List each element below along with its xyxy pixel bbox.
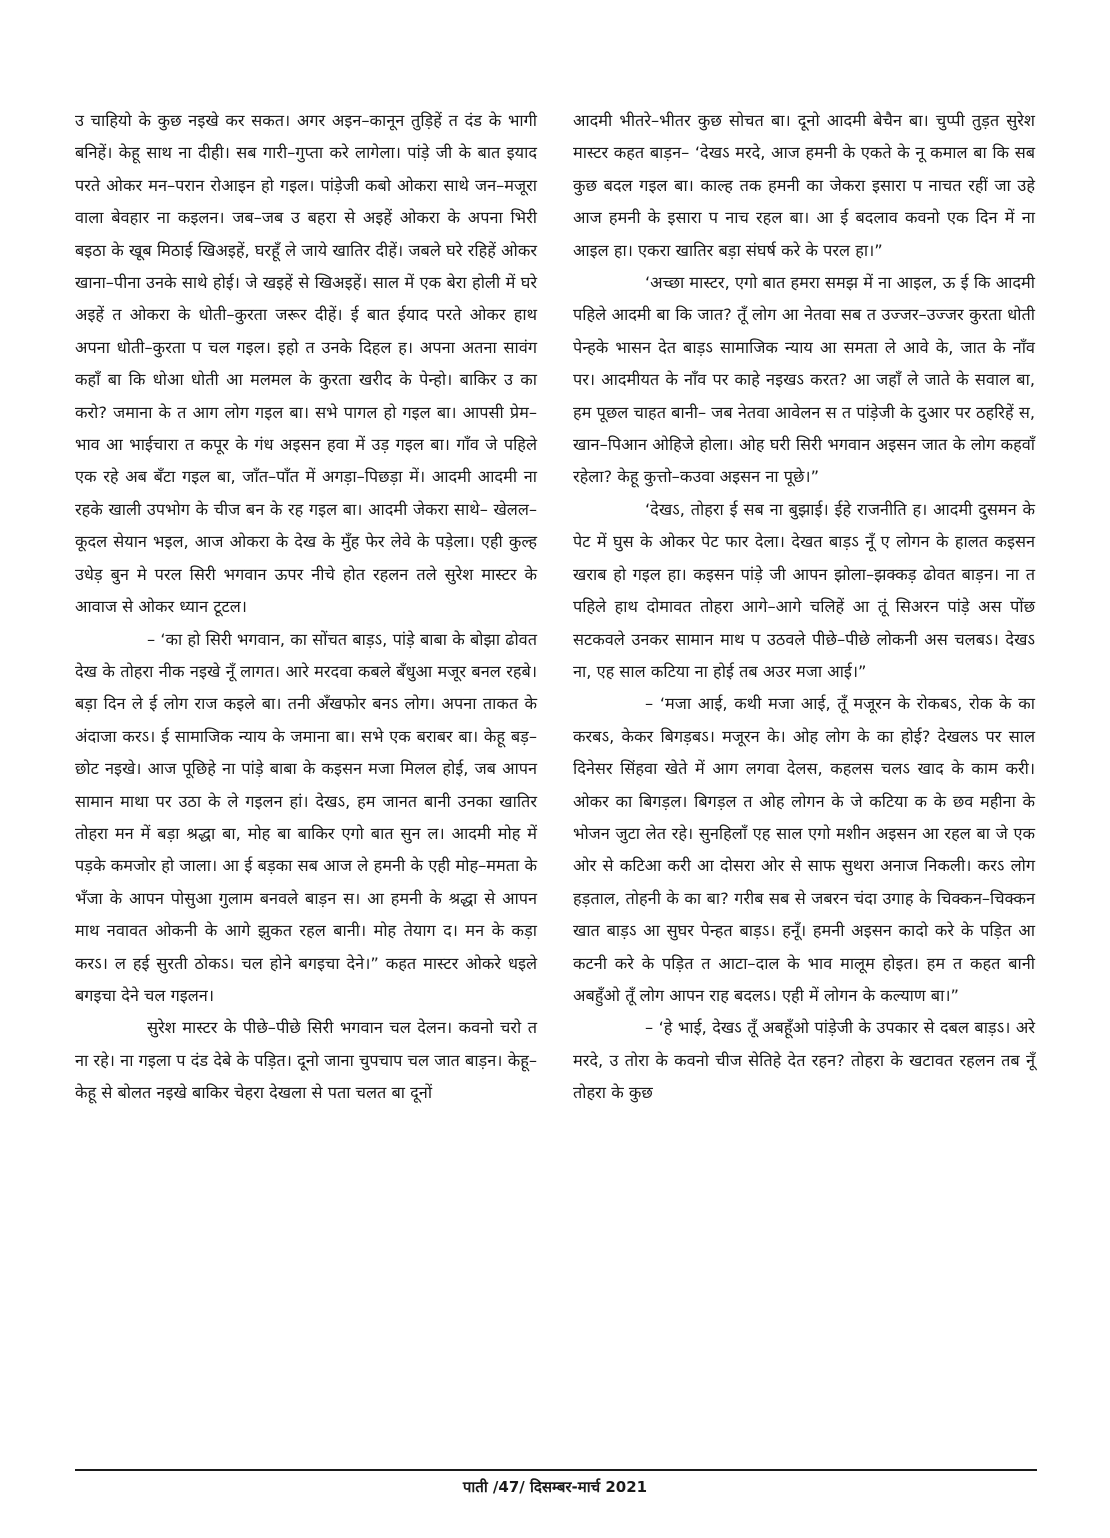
left-column (75, 105, 537, 1110)
footer-rule (75, 1469, 1037, 1471)
right-paragraph-1: आदमी भीतरे–भीतर कुछ सोचत बा। दूनो आदमी बेचैन बा। चुप्पी तुड़त सुरेश मास्टर कहत बाड़न– ‘देखऽ मरदे, आज हमनी के एकते के नू कमाल बा कि सब कुछ बदल गइल बा। काल्ह तक हमनी का जेकरा इसारा प नाचत रहीं जा उहे आज हमनी के इसारा प नाच रहल बा। आ ई बदलाव कवनो एक दिन में ना आइल हा। एकरा खातिर बड़ा संघर्ष करे के परल हा।” (573, 111, 1035, 260)
right-paragraph-3: ‘देखऽ, तोहरा ई सब ना बुझाई। ईहे राजनीति ह। आदमी दुसमन के पेट में घुस के ओकर पेट फार देला। देखत बाड़ऽ नूँ ए लोगन के हालत कइसन खराब हो गइल हा। कइसन पांड़े जी आपन झोला–झक्कड़ ढोवत बाड़न। ना त पहिले हाथ दोमावत तोहरा आगे–आगे चलिहें आ तूं सिअरन पांड़े अस पोंछ सटकवले उनकर सामान माथ प उठवले पीछे–पीछे लोकनी अस चलबऽ। देखऽ ना, एह साल कटिया ना होई तब अउर मजा आई।” (573, 499, 1035, 681)
left-paragraph-3: सुरेश मास्टर के पीछे–पीछे सिरी भगवान चल देलन। कवनो चरो त ना रहे। ना गइला प दंड देबे के पड़ित। दूनो जाना चुपचाप चल जात बाड़न। केहू–केहू से बोलत नइखे बाकिर चेहरा देखला से पता चलत बा दूनों (75, 1018, 537, 1103)
right-column (573, 105, 1035, 1110)
page-footer: पाती /47/ दिसम्बर-मार्च 2021 (462, 1478, 648, 1496)
left-paragraph-1: उ चाहियो के कुछ नइखे कर सकत। अगर अइन–कानून तुड़िहें त दंड के भागी बनिहें। केहू साथ ना दीही। सब गारी–गुप्ता करे लागेला। पांड़े जी के बात इयाद परते ओकर मन–परान रोआइन हो गइल। पांड़ेजी कबो ओकरा साथे जन–मजूरा वाला बेवहार ना कइलन। जब–जब उ बहरा से अइहें ओकरा के अपना भिरी बइठा के खूब मिठाई खिअइहें, घरहूँ ले जाये खातिर दीहें। जबले घरे रहिहें ओकर खाना–पीना उनके साथे होई। जे खइहें से खिअइहें। साल में एक बेरा होली में घरे अइहें त ओकरा के धोती–कुरता जरूर दीहें। ई बात ईयाद परते ओकर हाथ अपना धोती–कुरता प चल गइल। इहो त उनके दिहल ह। अपना अतना सावंग कहाँ बा कि धोआ धोती आ मलमल के कुरता खरीद के पेन्हो। बाकिर उ का करो? जमाना के त आग लोग गइल बा। सभे पागल हो गइल बा। आपसी प्रेम–भाव आ भाईचारा त कपूर के गंध अइसन हवा में उड़ गइल बा। गाँव जे पहिले एक रहे अब बँटा गइल बा, जाँत–पाँत में अगड़ा–पिछड़ा में। आदमी आदमी ना रहके खाली उपभोग के चीज बन के रह गइल बा। आदमी जेकरा साथे– खेलल–कूदल सेयान भइल, आज ओकरा के देख के मुँह फेर लेवे के पड़ेला। एही कुल्ह उधेड़ बुन मे परल सिरी भगवान ऊपर नीचे होत रहलन तले सुरेश मास्टर के आवाज से ओकर ध्यान टूटल। (75, 111, 537, 617)
right-paragraph-4: – ‘मजा आई, कथी मजा आई, तूँ मजूरन के रोकबऽ, रोक के का करबऽ, केकर बिगड़बऽ। मजूरन के। ओह लोग के का होई? देखलऽ पर साल दिनेसर सिंहवा खेते में आग लगवा देलस, कहलस चलऽ खाद के काम करी। ओकर का बिगड़ल। बिगड़ल त ओह लोगन के जे कटिया क के छव महीना के भोजन जुटा लेत रहे। सुनहिलाँ एह साल एगो मशीन अइसन आ रहल बा जे एक ओर से कटिआ करी आ दोसरा ओर से साफ सुथरा अनाज निकली। करऽ लोग हड़ताल, तोहनी के का बा? गरीब सब से जबरन चंदा उगाह के चिक्कन–चिक्कन खात बाड़ऽ आ सुघर पेन्हत बाड़ऽ। हनूँ। हमनी अइसन कादो करे के पड़ित आ कटनी करे के पड़ित त आटा–दाल के भाव मालूम होइत। हम त कहत बानी अबहुँओ तूँ लोग आपन राह बदलऽ। एही में लोगन के कल्याण बा।” (573, 694, 1035, 1005)
left-paragraph-2: – ‘का हो सिरी भगवान, का सोंचत बाड़ऽ, पांड़े बाबा के बोझा ढोवत देख के तोहरा नीक नइखे नूँ लागत। आरे मरदवा कबले बँधुआ मजूर बनल रहबे। बड़ा दिन ले ई लोग राज कइले बा। तनी अँखफोर बनऽ लोग। अपना ताकत के अंदाजा करऽ। ई सामाजिक न्याय के जमाना बा। सभे एक बराबर बा। केहू बड़–छोट नइखे। आज पूछिहे ना पांड़े बाबा के कइसन मजा मिलल होई, जब आपन सामान माथा पर उठा के ले गइलन हां। देखऽ, हम जानत बानी उनका खातिर तोहरा मन में बड़ा श्रद्धा बा, मोह बा बाकिर एगो बात सुन ल। आदमी मोह में पड़के कमजोर हो जाला। आ ई बड़का सब आज ले हमनी के एही मोह–ममता के भँजा के आपन पोसुआ गुलाम बनवले बाड़न स। आ हमनी के श्रद्धा से आपन माथ नवावत ओकनी के आगे झुकत रहल बानी। मोह तेयाग द। मन के कड़ा करऽ। ल हई सुरती ठोकऽ। चल होने बगइचा देने।” कहत मास्टर ओकरे धइले बगइचा देने चल गइलन। (75, 629, 537, 1005)
right-paragraph-5: – ‘हे भाई, देखऽ तूँ अबहूँओ पांड़ेजी के उपकार से दबल बाड़ऽ। अरे मरदे, उ तोरा के कवनो चीज सेतिहे देत रहन? तोहरा के खटावत रहलन तब नूँ तोहरा के कुछ (573, 1018, 1035, 1103)
right-paragraph-2: ‘अच्छा मास्टर, एगो बात हमरा समझ में ना आइल, ऊ ई कि आदमी पहिले आदमी बा कि जात? तूँ लोग आ नेतवा सब त उज्जर–उज्जर कुरता धोती पेन्हके भासन देत बाड़ऽ सामाजिक न्याय आ समता ले आवे के, जात के नाँव पर। आदमीयत के नाँव पर काहे नइखऽ करत? आ जहाँ ले जाते के सवाल बा, हम पूछल चाहत बानी– जब नेतवा आवेलन स त पांड़ेजी के दुआर पर ठहरिहें स, खान–पिआन ओहिजे होला। ओह घरी सिरी भगवान अइसन जात के लोग कहवाँ रहेला? केहू कुत्तो–कउवा अइसन ना पूछे।” (573, 273, 1035, 487)
